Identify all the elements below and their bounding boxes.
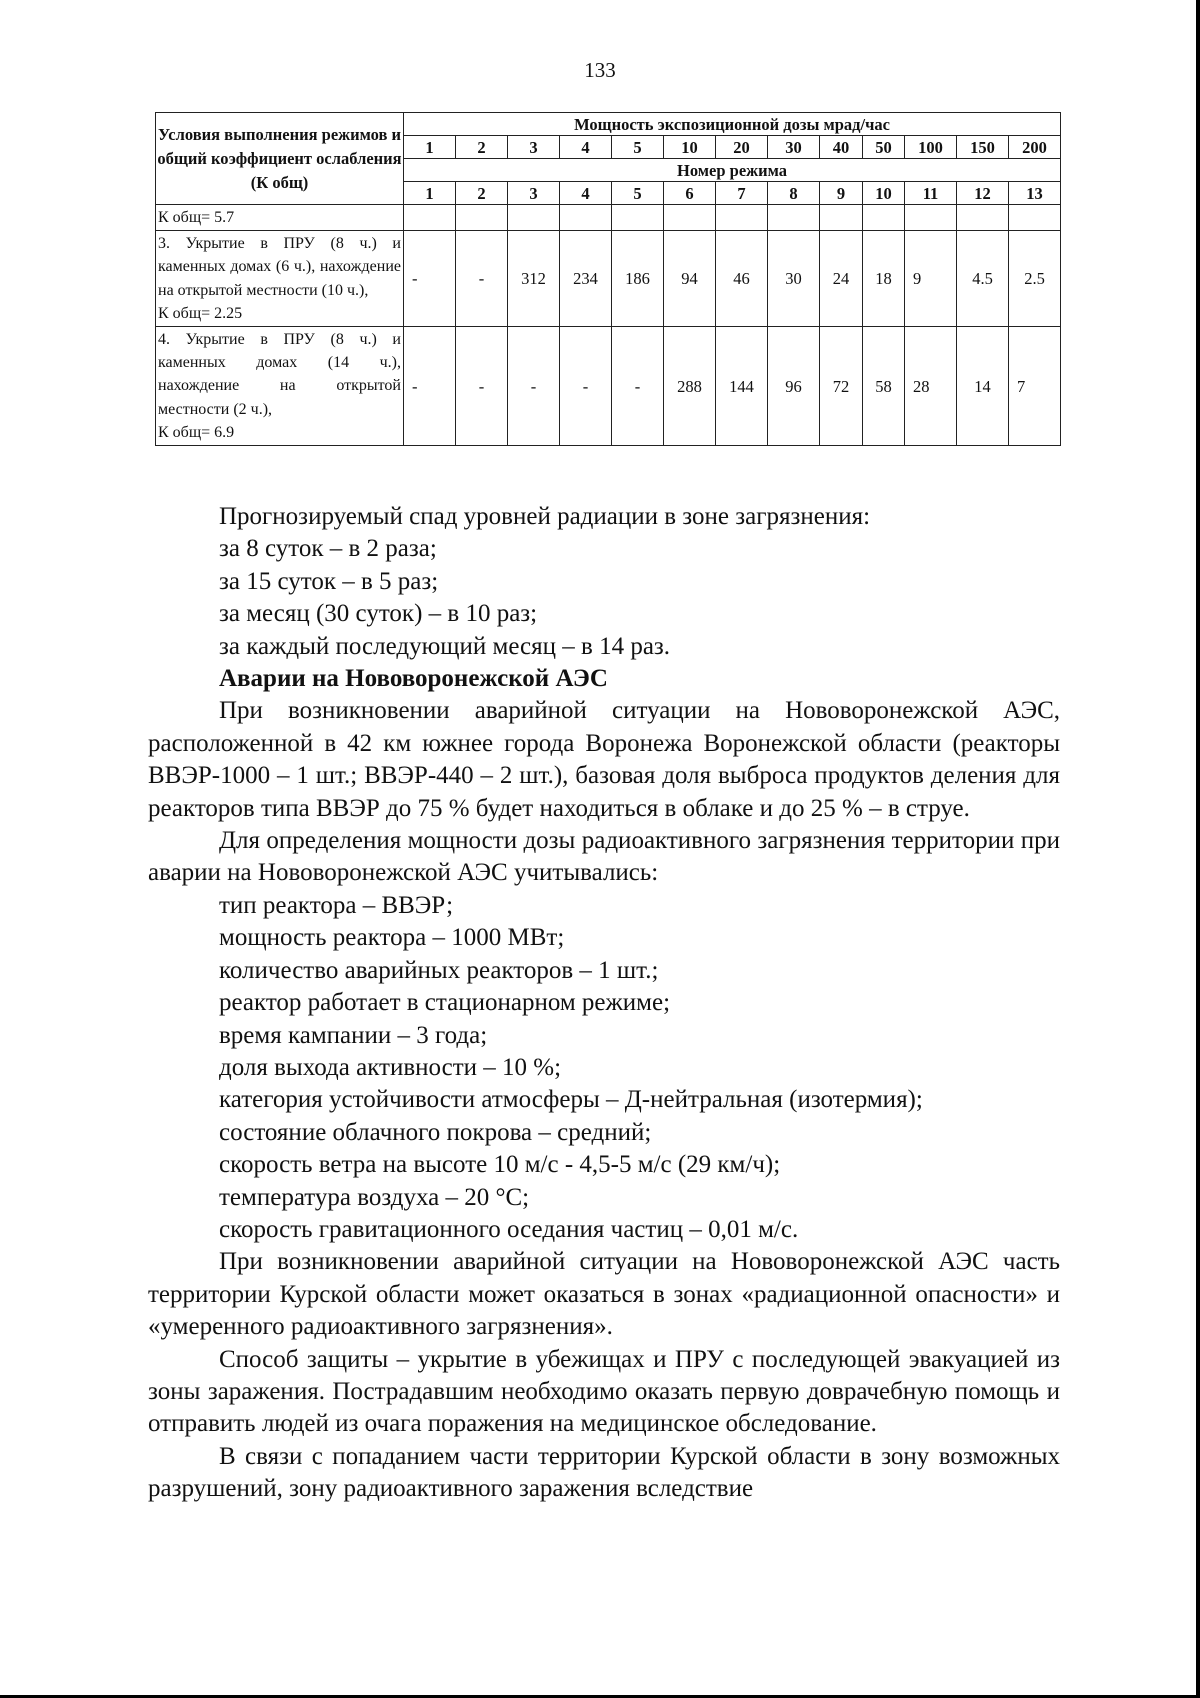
condition-cell: [156, 327, 404, 446]
decay-item: за 15 суток – в 5 раз;: [219, 567, 439, 595]
value-cell: 30: [768, 231, 820, 327]
mode-number-cell: 4: [560, 182, 612, 205]
value-cell: 24: [820, 231, 863, 327]
dose-rate-cell: 3: [508, 136, 560, 159]
dose-rate-cell: 100: [905, 136, 957, 159]
mode-number-cell: 13: [1009, 182, 1061, 205]
dose-rate-cell: 5: [612, 136, 664, 159]
value-cell: 58: [863, 327, 905, 446]
value-cell: 18: [863, 231, 905, 327]
value-cell: 72: [820, 327, 863, 446]
page-number: 133: [584, 58, 616, 82]
value-cell: 4.5: [957, 231, 1009, 327]
mode-number-cell: 5: [612, 182, 664, 205]
parameter-item: скорость ветра на высоте 10 м/с - 4,5-5 м/с (29 км/ч);: [219, 1151, 781, 1179]
mode-header: Номер режима: [404, 159, 1061, 182]
value-cell: 234: [560, 231, 612, 327]
table-row: [156, 231, 1061, 327]
scan-border-right: [1196, 0, 1200, 1698]
paragraph: При возникновении аварийной ситуации на Нововоронежской АЭС, расположенной в 42 км южнее города Воронежа Воронежской области (реакторы ВВЭР-1000 – 1 шт.; ВВЭР-440 – 2 шт.), базовая доля выброса продуктов деления для реакторов типа ВВЭР до 75 % будет находиться в облаке и до 25 % – в струе.: [148, 697, 1060, 822]
value-cell: -: [456, 327, 508, 446]
value-cell: 96: [768, 327, 820, 446]
dose-rate-title-row: [156, 113, 1061, 136]
parameter-item: количество аварийных реакторов – 1 шт.;: [219, 956, 659, 984]
parameter-item: реактор работает в стационарном режиме;: [219, 989, 671, 1017]
paragraph: В связи с попаданием части территории Курской области в зону возможных разрушений, зону радиоактивного заражения вследствие: [148, 1442, 1060, 1503]
mode-number-cell: 9: [820, 182, 863, 205]
value-cell: -: [456, 231, 508, 327]
value-cell: -: [404, 231, 456, 327]
table-row: [156, 205, 1061, 231]
paragraph: Способ защиты – укрытие в убежищах и ПРУ с последующей эвакуацией из зоны заражения. Пострадавшим необходимо оказать первую доврачебную помощь и отправить людей из очага поражения на медицинское обследование.: [148, 1345, 1060, 1438]
mode-number-cell: 3: [508, 182, 560, 205]
mode-number-cell: 10: [863, 182, 905, 205]
condition-text: 3. Укрытие в ПРУ (8 ч.) и каменных домах (6 ч.), нахождение на открытой местности (10 ч.),: [158, 235, 401, 299]
parameter-item: температура воздуха – 20 °С;: [219, 1183, 530, 1211]
value-cell: 312: [508, 231, 560, 327]
value-cell: 288: [664, 327, 716, 446]
dose-rate-cell: 50: [863, 136, 905, 159]
value-cell: -: [612, 327, 664, 446]
dose-rate-cell: 200: [1009, 136, 1061, 159]
section-title: Аварии на Нововоронежской АЭС: [219, 665, 608, 693]
dose-rate-cell: 150: [957, 136, 1009, 159]
mode-number-cell: 12: [957, 182, 1009, 205]
dose-rate-header: Мощность экспозиционной дозы мрад/час: [404, 113, 1061, 136]
decay-item: за 8 суток – в 2 раза;: [219, 535, 437, 563]
parameter-item: доля выхода активности – 10 %;: [219, 1053, 562, 1081]
value-cell: -: [508, 327, 560, 446]
paragraph: При возникновении аварийной ситуации на Нововоронежской АЭС часть территории Курской области может оказаться в зонах «радиационной опасности» и «умеренного радиоактивного загрязнения».: [148, 1248, 1060, 1341]
mode-number-cell: 11: [905, 182, 957, 205]
condition-text: 4. Укрытие в ПРУ (8 ч.) и каменных домах (14 ч.), нахождение на открытой местности (2 ч.),: [158, 331, 401, 418]
value-cell: 2.5: [1009, 231, 1061, 327]
dose-rate-cell: 40: [820, 136, 863, 159]
dose-rate-cell: 2: [456, 136, 508, 159]
mode-number-cell: 6: [664, 182, 716, 205]
body-text: [148, 501, 1060, 1506]
dose-rate-cell: 4: [560, 136, 612, 159]
parameter-item: скорость гравитационного оседания частиц – 0,01 м/с.: [219, 1215, 799, 1243]
table-row: [156, 327, 1061, 446]
value-cell: 7: [1009, 327, 1061, 446]
dose-rate-cell: 1: [404, 136, 456, 159]
value-cell: 186: [612, 231, 664, 327]
parameter-item: время кампании – 3 года;: [219, 1021, 488, 1049]
mode-number-cell: 1: [404, 182, 456, 205]
value-cell: -: [404, 327, 456, 446]
decay-intro: Прогнозируемый спад уровней радиации в зоне загрязнения:: [219, 503, 871, 530]
mode-number-cell: 2: [456, 182, 508, 205]
mode-number-cell: 8: [768, 182, 820, 205]
k-total-text: К общ= 2.25: [158, 304, 243, 322]
k-total-text: К общ= 6.9: [158, 423, 235, 441]
parameter-item: мощность реактора – 1000 МВт;: [219, 924, 565, 952]
parameter-item: тип реактора – ВВЭР;: [219, 891, 454, 919]
value-cell: 28: [905, 327, 957, 446]
parameter-item: состояние облачного покрова – средний;: [219, 1118, 652, 1146]
continuation-cell: К общ= 5.7: [156, 205, 404, 231]
decay-item: за каждый последующий месяц – в 14 раз.: [219, 632, 671, 660]
value-cell: 14: [957, 327, 1009, 446]
dose-rate-cell: 10: [664, 136, 716, 159]
value-cell: -: [560, 327, 612, 446]
dose-rate-cell: 20: [716, 136, 768, 159]
dose-rate-table: [155, 112, 1061, 446]
value-cell: 144: [716, 327, 768, 446]
paragraph: Для определения мощности дозы радиоактивного загрязнения территории при аварии на Нововоронежской АЭС учитывались:: [148, 827, 1060, 887]
value-cell: 9: [905, 231, 957, 327]
dose-rate-cell: 30: [768, 136, 820, 159]
conditions-header: Условия выполнения режимов и общий коэффициент ослабления (К общ): [156, 113, 404, 205]
decay-item: за месяц (30 суток) – в 10 раз;: [219, 600, 538, 628]
value-cell: 94: [664, 231, 716, 327]
parameter-item: категория устойчивости атмосферы – Д-нейтральная (изотермия);: [219, 1086, 923, 1114]
condition-cell: [156, 231, 404, 327]
mode-number-cell: 7: [716, 182, 768, 205]
value-cell: 46: [716, 231, 768, 327]
